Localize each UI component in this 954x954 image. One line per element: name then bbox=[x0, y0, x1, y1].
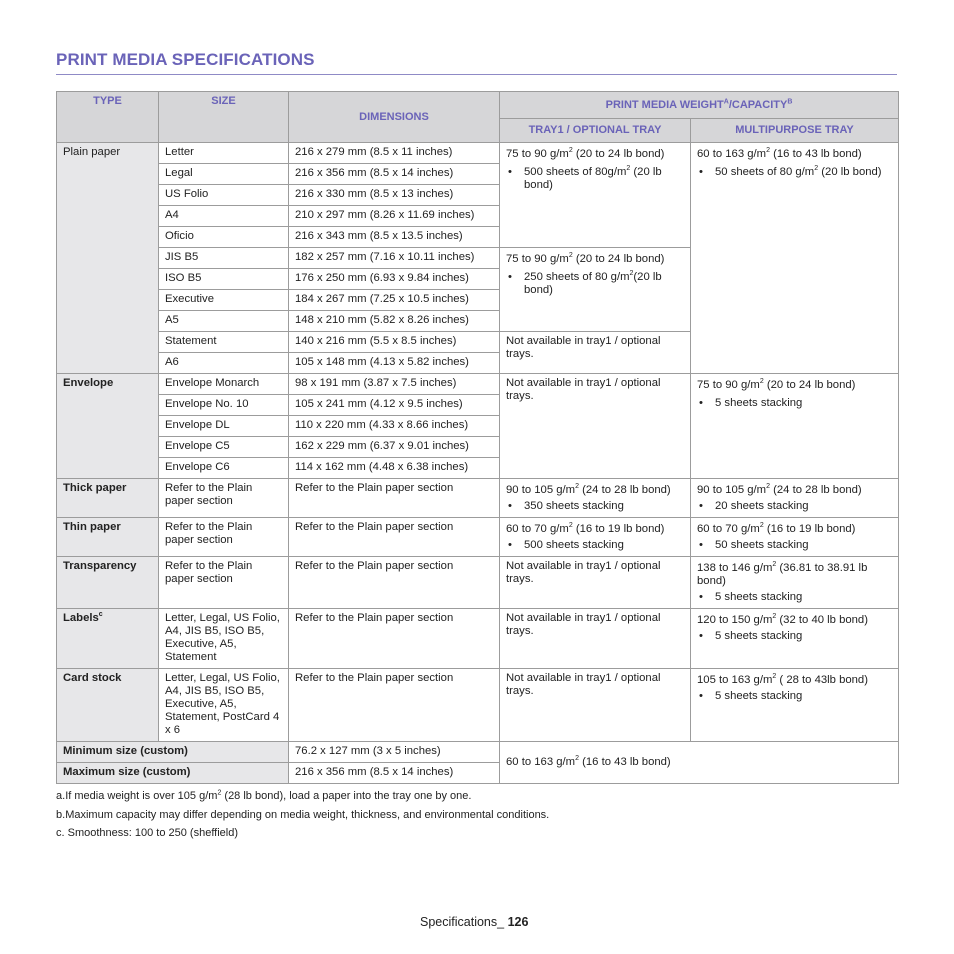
tray1-cell: 90 to 105 $g/m^2$ (24 to 28 lb bond) • 350 sheets stacking bbox=[500, 479, 691, 518]
size-cell: Letter, Legal, US Folio, A4, JIS B5, ISO B5, Executive, A5, Statement, PostCard 4 x 6 bbox=[159, 669, 289, 742]
table-row bbox=[57, 479, 899, 518]
table-row bbox=[57, 557, 899, 609]
dimensions-cell: 140 x 216 mm (5.5 x 8.5 inches) bbox=[289, 332, 500, 353]
size-cell: Statement bbox=[159, 332, 289, 353]
header-weight-capacity: PRINT MEDIA $WEIGHT^A/CAPACITY^B$ bbox=[500, 92, 899, 119]
header-multipurpose: MULTIPURPOSE TRAY bbox=[691, 119, 899, 143]
table-row bbox=[57, 143, 899, 164]
list-item: • 50 sheets of 80 $g/m^2$ (20 lb bond) bbox=[697, 166, 892, 179]
dimensions-cell: 216 x 279 mm (8.5 x 11 inches) bbox=[289, 143, 500, 164]
dimensions-cell: 76.2 x 127 mm (3 x 5 inches) bbox=[289, 742, 500, 763]
dimensions-cell: 105 x 241 mm (4.12 x 9.5 inches) bbox=[289, 395, 500, 416]
table-row bbox=[57, 374, 899, 395]
print-media-spec-table bbox=[56, 91, 899, 784]
size-cell: Envelope C6 bbox=[159, 458, 289, 479]
dimensions-cell: 182 x 257 mm (7.16 x 10.11 inches) bbox=[289, 248, 500, 269]
dimensions-cell: 216 x 330 mm (8.5 x 13 inches) bbox=[289, 185, 500, 206]
dimensions-cell: Refer to the Plain paper section bbox=[289, 609, 500, 669]
tray1-cell: Not available in tray1 / optional trays. bbox=[500, 669, 691, 742]
type-cell: Thin paper bbox=[57, 518, 159, 557]
multipurpose-cell: 75 to 90 $g/m^2$ (20 to 24 lb bond) • 5 sheets stacking bbox=[691, 374, 899, 479]
dimensions-cell: 162 x 229 mm (6.37 x 9.01 inches) bbox=[289, 437, 500, 458]
table-row bbox=[57, 669, 899, 742]
list-item: • 50 sheets stacking bbox=[697, 539, 892, 552]
page-title: PRINT MEDIA SPECIFICATIONS bbox=[56, 50, 315, 69]
dimensions-cell: 105 x 148 mm (4.13 x 5.82 inches) bbox=[289, 353, 500, 374]
dimensions-cell: 148 x 210 mm (5.82 x 8.26 inches) bbox=[289, 311, 500, 332]
title-rule bbox=[56, 74, 897, 75]
list-item: • 500 sheets of $80g/m^2$ (20 lb bond) bbox=[506, 166, 684, 192]
tray1-cell: 60 to 70 $g/m^2$ (16 to 19 lb bond) • 500 sheets stacking bbox=[500, 518, 691, 557]
tray1-cell: Not available in tray1 / optional trays. bbox=[500, 609, 691, 669]
tray1-cell: 75 to 90 $g/m^2$ (20 to 24 lb bond) • 500 sheets of $80g/m^2$ (20 lb bond) bbox=[500, 143, 691, 248]
footnote-a: a.If media weight is over 105 $g/m^2$ (28 lb bond), load a paper into the tray one by one. bbox=[56, 789, 472, 802]
size-cell: Envelope Monarch bbox=[159, 374, 289, 395]
page-footer bbox=[420, 915, 528, 929]
size-cell: Legal bbox=[159, 164, 289, 185]
type-cell: Plain paper bbox=[57, 143, 159, 374]
dimensions-cell: 110 x 220 mm (4.33 x 8.66 inches) bbox=[289, 416, 500, 437]
page-number: 126 bbox=[507, 915, 529, 929]
size-cell: A4 bbox=[159, 206, 289, 227]
dimensions-cell: 216 x 356 mm (8.5 x 14 inches) bbox=[289, 763, 500, 784]
size-cell: JIS B5 bbox=[159, 248, 289, 269]
type-cell: Thick paper bbox=[57, 479, 159, 518]
footnotes bbox=[56, 790, 549, 846]
size-cell: Envelope DL bbox=[159, 416, 289, 437]
dimensions-cell: 98 x 191 mm (3.87 x 7.5 inches) bbox=[289, 374, 500, 395]
list-item: • 500 sheets stacking bbox=[506, 539, 684, 552]
dimensions-cell: Refer to the Plain paper section bbox=[289, 518, 500, 557]
dimensions-cell: Refer to the Plain paper section bbox=[289, 479, 500, 518]
tray1-cell: 75 to 90 $g/m^2$ (20 to 24 lb bond) • 250 sheets of 80 $g/m^2(20$ lb bond) bbox=[500, 248, 691, 332]
size-cell: Refer to the Plain paper section bbox=[159, 479, 289, 518]
header-type: TYPE bbox=[57, 92, 159, 143]
table-row bbox=[57, 742, 899, 763]
dimensions-cell: 184 x 267 mm (7.25 x 10.5 inches) bbox=[289, 290, 500, 311]
multipurpose-cell: 60 to 70 $g/m^2$ (16 to 19 lb bond) • 50 sheets stacking bbox=[691, 518, 899, 557]
size-cell: Refer to the Plain paper section bbox=[159, 557, 289, 609]
size-cell: A6 bbox=[159, 353, 289, 374]
header-size: SIZE bbox=[159, 92, 289, 143]
size-cell: Envelope C5 bbox=[159, 437, 289, 458]
type-cell: Card stock bbox=[57, 669, 159, 742]
multipurpose-cell: 138 to 146 $g/m^2$ (36.81 to 38.91 lb bond) • 5 sheets stacking bbox=[691, 557, 899, 609]
type-cell: Envelope bbox=[57, 374, 159, 479]
type-cell: Transparency bbox=[57, 557, 159, 609]
size-cell: Oficio bbox=[159, 227, 289, 248]
list-item: • 5 sheets stacking bbox=[697, 397, 892, 410]
multipurpose-cell: 90 to 105 $g/m^2$ (24 to 28 lb bond) • 20 sheets stacking bbox=[691, 479, 899, 518]
min-size-label: Minimum size (custom) bbox=[57, 742, 289, 763]
multipurpose-cell: 120 to 150 $g/m^2$ (32 to 40 lb bond) • 5 sheets stacking bbox=[691, 609, 899, 669]
size-cell: US Folio bbox=[159, 185, 289, 206]
dimensions-cell: Refer to the Plain paper section bbox=[289, 669, 500, 742]
multipurpose-cell: 105 to 163 $g/m^2$ ( 28 to 43lb bond) • 5 sheets stacking bbox=[691, 669, 899, 742]
list-item: • 5 sheets stacking bbox=[697, 591, 892, 604]
footer-label: Specifications_ bbox=[420, 915, 505, 929]
list-item: • 350 sheets stacking bbox=[506, 500, 684, 513]
table-row bbox=[57, 518, 899, 557]
header-tray1: TRAY1 / OPTIONAL TRAY bbox=[500, 119, 691, 143]
dimensions-cell: 216 x 356 mm (8.5 x 14 inches) bbox=[289, 164, 500, 185]
size-cell: Envelope No. 10 bbox=[159, 395, 289, 416]
list-item: • 5 sheets stacking bbox=[697, 690, 892, 703]
multipurpose-cell: 60 to 163 $g/m^2$ (16 to 43 lb bond) • 50 sheets of 80 $g/m^2$ (20 lb bond) bbox=[691, 143, 899, 374]
footnote-b: b.Maximum capacity may differ depending on media weight, thickness, and environmental conditions. bbox=[56, 808, 550, 821]
header-dimensions: DIMENSIONS bbox=[289, 92, 500, 143]
size-cell: A5 bbox=[159, 311, 289, 332]
list-item: • 20 sheets stacking bbox=[697, 500, 892, 513]
tray1-cell: Not available in tray1 / optional trays. bbox=[500, 557, 691, 609]
list-item: • 250 sheets of 80 $g/m^2(20$ lb bond) bbox=[506, 271, 684, 297]
dimensions-cell: Refer to the Plain paper section bbox=[289, 557, 500, 609]
tray1-cell: Not available in tray1 / optional trays. bbox=[500, 374, 691, 479]
dimensions-cell: 210 x 297 mm (8.26 x 11.69 inches) bbox=[289, 206, 500, 227]
size-cell: Refer to the Plain paper section bbox=[159, 518, 289, 557]
dimensions-cell: 176 x 250 mm (6.93 x 9.84 inches) bbox=[289, 269, 500, 290]
footnote-c: c. Smoothness: 100 to 250 (sheffield) bbox=[56, 827, 239, 839]
custom-weight-cell: 60 to 163 $g/m^2$ (16 to 43 lb bond) bbox=[500, 742, 899, 784]
dimensions-cell: 216 x 343 mm (8.5 x 13.5 inches) bbox=[289, 227, 500, 248]
max-size-label: Maximum size (custom) bbox=[57, 763, 289, 784]
size-cell: Executive bbox=[159, 290, 289, 311]
type-cell: Labels$^c$ bbox=[57, 609, 159, 669]
size-cell: Letter, Legal, US Folio, A4, JIS B5, ISO B5, Executive, A5, Statement bbox=[159, 609, 289, 669]
list-item: • 5 sheets stacking bbox=[697, 630, 892, 643]
dimensions-cell: 114 x 162 mm (4.48 x 6.38 inches) bbox=[289, 458, 500, 479]
table-row bbox=[57, 609, 899, 669]
size-cell: Letter bbox=[159, 143, 289, 164]
size-cell: ISO B5 bbox=[159, 269, 289, 290]
tray1-cell: Not available in tray1 / optional trays. bbox=[500, 332, 691, 374]
